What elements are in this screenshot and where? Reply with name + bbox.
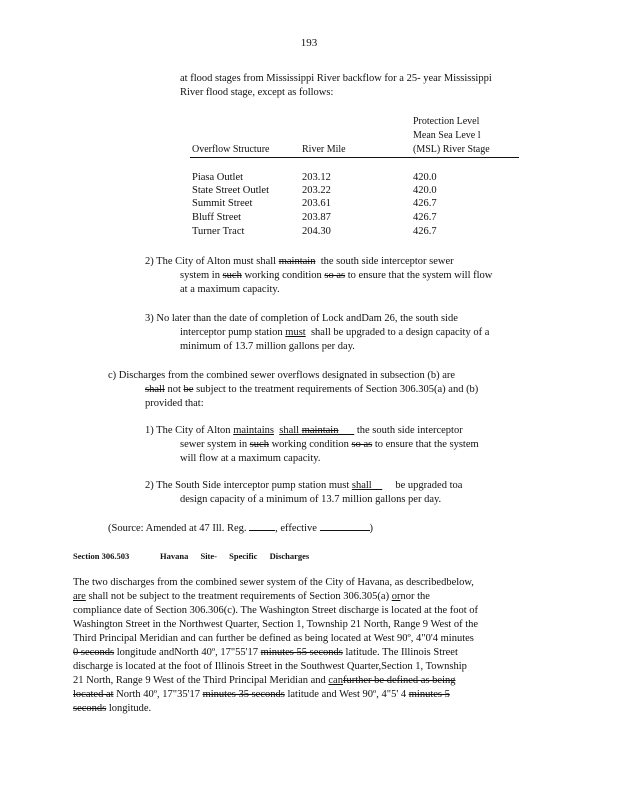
item-2-line-3: at a maximum capacity. (180, 284, 280, 295)
table-cell-structure: State Street Outlet (192, 185, 269, 196)
havana-line-3: compliance date of Section 306.306(c). The Washington Street discharge is located at the foot of (73, 605, 479, 616)
c1-line-1: 1) The City of Alton maintains shall maintain the south side interceptor (145, 425, 463, 436)
table-cell-level: 426.7 (413, 212, 437, 223)
item-c-line-1: c) Discharges from the combined sewer overflows designated in subsection (b) are (108, 370, 456, 381)
c1-line-3: will flow at a maximum capacity. (180, 453, 321, 464)
page-number: 193 (300, 37, 318, 49)
c2-line-1: 2) The South Side interceptor pump station must shall be upgraded toa (145, 480, 463, 491)
item-3-line-1: 3) No later than the date of completion of Lock andDam 26, the south side (145, 313, 458, 324)
table-header-level-1: Protection Level (413, 116, 480, 127)
item-2-line-1: 2) The City of Alton must shall maintain the south side interceptor sewer (145, 256, 454, 267)
havana-line-2: are shall not be subject to the treatment requirements of Section 306.305(a) ornor the (73, 591, 430, 602)
table-cell-level: 420.0 (413, 172, 437, 183)
item-3-line-2: interceptor pump station must shall be upgraded to a design capacity of a (180, 327, 490, 338)
table-cell-level: 426.7 (413, 198, 437, 209)
table-cell-mile: 203.22 (302, 185, 331, 196)
c1-line-2: sewer system in such working condition so as to ensure that the system (180, 439, 479, 450)
havana-line-7: discharge is located at the foot of Illinois Street in the Southwest Quarter,Section 1, Township (73, 661, 467, 672)
havana-line-9: located at North 40º, 17"35'17 minutes 35 seconds latitude and West 90º, 4"5' 4 minutes 5 (73, 689, 450, 700)
table-cell-structure: Piasa Outlet (192, 172, 244, 183)
intro-line-2: River flood stage, except as follows: (180, 87, 334, 98)
item-c-line-2: shall not be subject to the treatment requirements of Section 306.305(a) and (b) (145, 384, 479, 395)
havana-line-4: Washington Street in the Northwest Quarter, Section 1, Township 21 North, Range 9 West of the (73, 619, 479, 630)
table-cell-mile: 203.61 (302, 198, 331, 209)
section-number: Section 306.503 (73, 551, 130, 561)
table-cell-structure: Bluff Street (192, 212, 242, 223)
table-header-mile: River Mile (302, 144, 346, 155)
table-cell-mile: 203.12 (302, 172, 331, 183)
intro-line-1: at flood stages from Mississippi River backflow for a 25- year Mississippi (180, 73, 492, 84)
c2-line-2: design capacity of a minimum of 13.7 million gallons per day. (180, 494, 442, 505)
table-cell-level: 420.0 (413, 185, 437, 196)
table-header-level-2: Mean Sea Leve l (413, 130, 481, 141)
item-3-line-3: minimum of 13.7 million gallons per day. (180, 341, 355, 352)
havana-line-10: seconds longitude. (73, 703, 152, 714)
table-cell-mile: 204.30 (302, 226, 331, 237)
table-header-structure: Overflow Structure (192, 144, 270, 155)
table-cell-mile: 203.87 (302, 212, 331, 223)
source-blank-register (249, 521, 275, 531)
table-cell-structure: Summit Street (192, 198, 253, 209)
source-blank-date (320, 521, 370, 531)
table-cell-level: 426.7 (413, 226, 437, 237)
table-header-rule (190, 157, 519, 158)
havana-line-1: The two discharges from the combined sewer system of the City of Havana, as describedbelow, (73, 577, 474, 588)
havana-line-8: 21 North, Range 9 West of the Third Principal Meridian and canfurther be defined as being (73, 675, 456, 686)
section-title: Havana Site- Specific Discharges (160, 551, 310, 561)
table-header-level-3: (MSL) River Stage (413, 144, 490, 155)
table-cell-structure: Turner Tract (192, 226, 245, 237)
havana-line-6: 0 seconds longitude andNorth 40º, 17"55'17 minutes 55 seconds latitude. The Illinois Street (73, 647, 458, 658)
source-note: (Source: Amended at 47 Ill. Reg. , effective ) (108, 523, 374, 534)
item-2-line-2: system in such working condition so as to ensure that the system will flow (180, 270, 493, 281)
item-c-line-3: provided that: (145, 398, 204, 409)
havana-line-5: Third Principal Meridian and can further be defined as being located at West 90º, 4"0'4 minutes (73, 633, 474, 644)
